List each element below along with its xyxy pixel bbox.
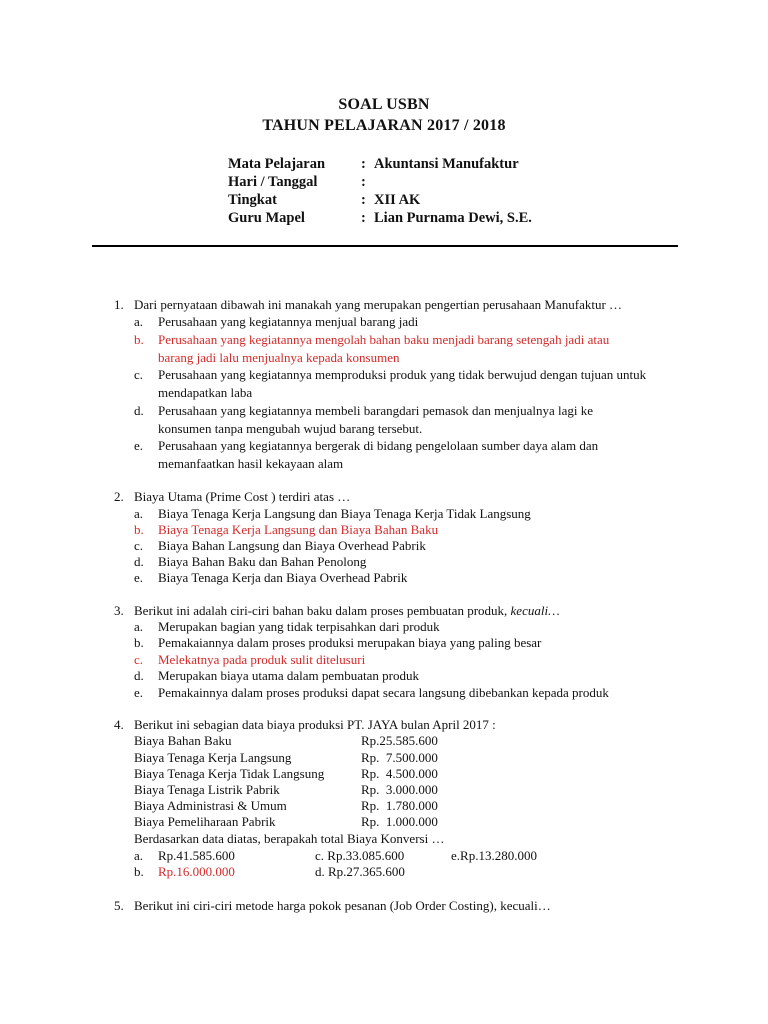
option-text: Biaya Tenaga Kerja Langsung dan Biaya Tenaga Kerja Tidak Langsung bbox=[158, 506, 531, 521]
option-text: Pemakainnya dalam proses produksi dapat secara langsung dibebankan kepada produk bbox=[158, 685, 609, 700]
info-value: XII AK bbox=[374, 192, 421, 208]
info-label: Guru Mapel bbox=[228, 210, 305, 226]
info-label: Mata Pelajaran bbox=[228, 156, 326, 172]
option-text: Biaya Tenaga Kerja dan Biaya Overhead Pabrik bbox=[158, 570, 408, 585]
option-text: Merupakan bagian yang tidak terpisahkan dari produk bbox=[158, 619, 440, 634]
option-text: Merupakan biaya utama dalam pembuatan produk bbox=[158, 668, 419, 683]
option-letter: d. bbox=[134, 403, 144, 418]
cost-label: Biaya Tenaga Listrik Pabrik bbox=[134, 782, 280, 797]
exam-title: SOAL USBN bbox=[338, 96, 430, 113]
option-letter: b. bbox=[134, 332, 144, 347]
question-stem-italic: kecuali… bbox=[510, 603, 560, 618]
cost-label: Biaya Tenaga Kerja Tidak Langsung bbox=[134, 766, 325, 781]
question-stem: Berikut ini sebagian data biaya produksi PT. JAYA bulan April 2017 : bbox=[134, 717, 496, 732]
option-text: Rp.41.585.600 bbox=[158, 848, 235, 863]
option-letter: a. bbox=[134, 314, 144, 329]
cost-value: Rp.25.585.600 bbox=[361, 733, 438, 748]
question-prompt: Berdasarkan data diatas, berapakah total Biaya Konversi … bbox=[134, 831, 445, 846]
question-stem: Dari pernyataan dibawah ini manakah yang merupakan pengertian perusahaan Manufaktur … bbox=[134, 297, 623, 312]
option-text: konsumen tanpa mengubah wujud barang tersebut. bbox=[158, 421, 423, 436]
cost-value: Rp. 1.000.000 bbox=[361, 814, 438, 829]
question-number: 1. bbox=[114, 297, 124, 312]
option-letter: b. bbox=[134, 864, 144, 879]
option-text: Pemakaiannya dalam proses produksi merupakan biaya yang paling besar bbox=[158, 635, 542, 650]
option-letter: b. bbox=[134, 635, 144, 650]
answer-option-text: Melekatnya pada produk sulit ditelusuri bbox=[158, 652, 366, 667]
option-text: Perusahaan yang kegiatannya membeli barangdari pemasok dan menjualnya lagi ke bbox=[158, 403, 593, 418]
info-value: Lian Purnama Dewi, S.E. bbox=[374, 210, 532, 226]
cost-value: Rp. 7.500.000 bbox=[361, 750, 438, 765]
info-colon: : bbox=[361, 210, 366, 226]
question-number: 3. bbox=[114, 603, 124, 618]
cost-value: Rp. 4.500.000 bbox=[361, 766, 438, 781]
header-divider bbox=[92, 245, 678, 247]
option-text: mendapatkan laba bbox=[158, 385, 253, 400]
info-label: Hari / Tanggal bbox=[228, 174, 318, 190]
info-value: Akuntansi Manufaktur bbox=[374, 156, 519, 172]
option-letter: d. bbox=[134, 668, 144, 683]
option-text: Biaya Bahan Langsung dan Biaya Overhead Pabrik bbox=[158, 538, 426, 553]
answer-option-text: barang jadi lalu menjualnya kepada konsumen bbox=[158, 350, 400, 365]
question-stem-text: Berikut ini adalah ciri-ciri bahan baku dalam proses pembuatan produk, bbox=[134, 603, 508, 618]
answer-option-text: Perusahaan yang kegiatannya mengolah bahan baku menjadi barang setengah jadi atau bbox=[158, 332, 610, 347]
cost-label: Biaya Tenaga Kerja Langsung bbox=[134, 750, 292, 765]
question-stem: Berikut ini ciri-ciri metode harga pokok pesanan (Job Order Costing), kecuali… bbox=[134, 898, 551, 913]
cost-label: Biaya Administrasi & Umum bbox=[134, 798, 287, 813]
option-text: e.Rp.13.280.000 bbox=[451, 848, 537, 863]
question-stem bbox=[134, 602, 560, 619]
answer-option-text: Biaya Tenaga Kerja Langsung dan Biaya Bahan Baku bbox=[158, 522, 439, 537]
option-letter: e. bbox=[134, 570, 144, 585]
option-text: memanfaatkan hasil kekayaan alam bbox=[158, 456, 344, 471]
cost-value: Rp. 3.000.000 bbox=[361, 782, 438, 797]
option-letter: c. bbox=[134, 538, 144, 553]
option-letter: c. bbox=[134, 652, 144, 667]
cost-label: Biaya Bahan Baku bbox=[134, 733, 232, 748]
exam-year: TAHUN PELAJARAN 2017 / 2018 bbox=[262, 117, 506, 134]
question-stem: Biaya Utama (Prime Cost ) terdiri atas … bbox=[134, 489, 351, 504]
option-text: Perusahaan yang kegiatannya memproduksi produk yang tidak berwujud dengan tujuan untuk bbox=[158, 367, 647, 382]
cost-value: Rp. 1.780.000 bbox=[361, 798, 438, 813]
option-letter: a. bbox=[134, 848, 144, 863]
option-letter: e. bbox=[134, 438, 144, 453]
cost-label: Biaya Pemeliharaan Pabrik bbox=[134, 814, 276, 829]
question-number: 5. bbox=[114, 898, 124, 913]
option-text: Perusahaan yang kegiatannya menjual barang jadi bbox=[158, 314, 419, 329]
option-letter: e. bbox=[134, 685, 144, 700]
option-text: Biaya Bahan Baku dan Bahan Penolong bbox=[158, 554, 367, 569]
question-number: 4. bbox=[114, 717, 124, 732]
option-text: d. Rp.27.365.600 bbox=[315, 864, 405, 879]
info-label: Tingkat bbox=[228, 192, 277, 208]
option-letter: c. bbox=[134, 367, 144, 382]
question-number: 2. bbox=[114, 489, 124, 504]
info-colon: : bbox=[361, 174, 366, 190]
info-colon: : bbox=[361, 156, 366, 172]
option-text: Perusahaan yang kegiatannya bergerak di bidang pengelolaan sumber daya alam dan bbox=[158, 438, 599, 453]
option-text: c. Rp.33.085.600 bbox=[315, 848, 405, 863]
option-letter: a. bbox=[134, 506, 144, 521]
info-colon: : bbox=[361, 192, 366, 208]
option-letter: d. bbox=[134, 554, 144, 569]
option-letter: b. bbox=[134, 522, 144, 537]
answer-option-text: Rp.16.000.000 bbox=[158, 864, 235, 879]
option-letter: a. bbox=[134, 619, 144, 634]
